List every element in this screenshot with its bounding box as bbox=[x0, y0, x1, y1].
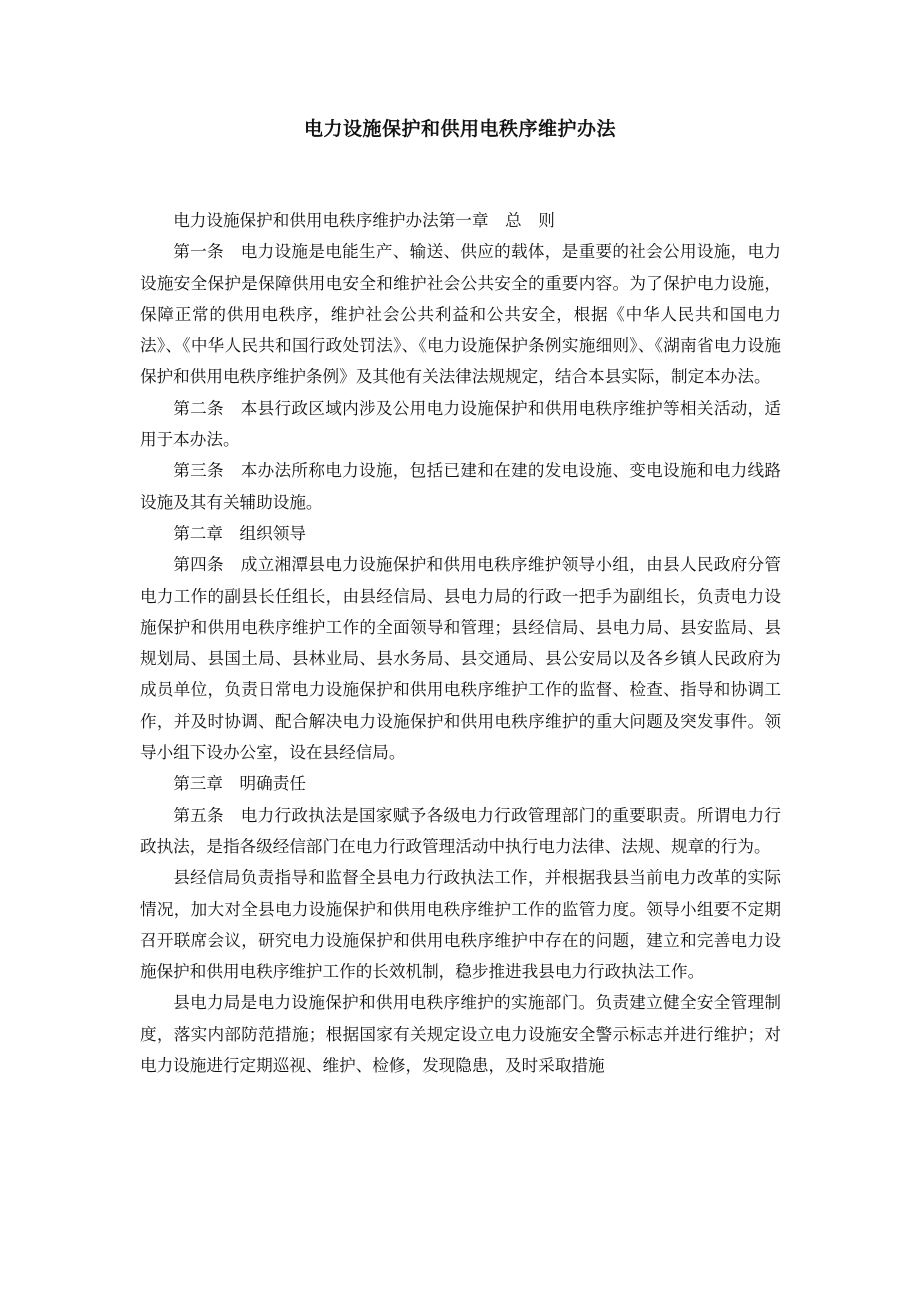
document-title: 电力设施保护和供用电秩序维护办法 bbox=[303, 118, 616, 140]
article-paragraph: 第一条 电力设施是电能生产、输送、供应的载体，是重要的社会公用设施，电力设施安全保护是保障供用电安全和维护社会公共安全的重要内容。为了保护电力设施，保障正常的供用电秩序，维护社会公共利益和公共安全，根据《中华人民共和国电力法》、《中华人民共和国行政处罚法》、《电力设施保护条例实施细则》、《湖南省电力设施保护和供用电秩序维护条例》及其他有关法律法规规定，结合本县实际，制定本办法。 bbox=[140, 242, 781, 387]
chapter-heading: 第三章 明确责任 bbox=[173, 774, 306, 794]
body-paragraph: 县经信局负责指导和监督全县电力行政执法工作，并根据我县当前电力改革的实际情况，加大对全县电力设施保护和供用电秩序维护工作的监管力度。领导小组要不定期召开联席会议，研究电力设施保护和供用电秩序维护中存在的问题，建立和完善电力设施保护和供用电秩序维护工作的长效机制，稳步推进我县电力行政执法工作。 bbox=[140, 868, 781, 982]
article-paragraph: 第三条 本办法所称电力设施，包括已建和在建的发电设施、变电设施和电力线路设施及其有关辅助设施。 bbox=[140, 461, 781, 512]
article-paragraph: 第二条 本县行政区域内涉及公用电力设施保护和供用电秩序维护等相关活动，适用于本办法。 bbox=[140, 398, 781, 450]
article-paragraph: 第四条 成立湘潭县电力设施保护和供用电秩序维护领导小组，由县人民政府分管电力工作的副县长任组长，由县经信局、县电力局的行政一把手为副组长，负责电力设施保护和供用电秩序维护工作的全面领导和管理；县经信局、县电力局、县安监局、县规划局、县国土局、县林业局、县水务局、县交通局、县公安局以及各乡镇人民政府为成员单位，负责日常电力设施保护和供用电秩序维护工作的监督、检查、指导和协调工作，并及时协调、配合解决电力设施保护和供用电秩序维护的重大问题及突发事件。领导小组下设办公室，设在县经信局。 bbox=[140, 555, 781, 763]
chapter-heading: 电力设施保护和供用电秩序维护办法第一章 总 则 bbox=[173, 211, 555, 230]
chapter-heading: 第二章 组织领导 bbox=[173, 523, 306, 543]
article-paragraph: 第五条 电力行政执法是国家赋予各级电力行政管理部门的重要职责。所谓电力行政执法，是指各级经信部门在电力行政管理活动中执行电力法律、法规、规章的行为。 bbox=[140, 805, 781, 856]
body-paragraph: 县电力局是电力设施保护和供用电秩序维护的实施部门。负责建立健全安全管理制度，落实内部防范措施；根据国家有关规定设立电力设施安全警示标志并进行维护；对电力设施进行定期巡视、维护、检修，发现隐患，及时采取措施 bbox=[140, 993, 781, 1076]
document-body bbox=[140, 205, 781, 1081]
